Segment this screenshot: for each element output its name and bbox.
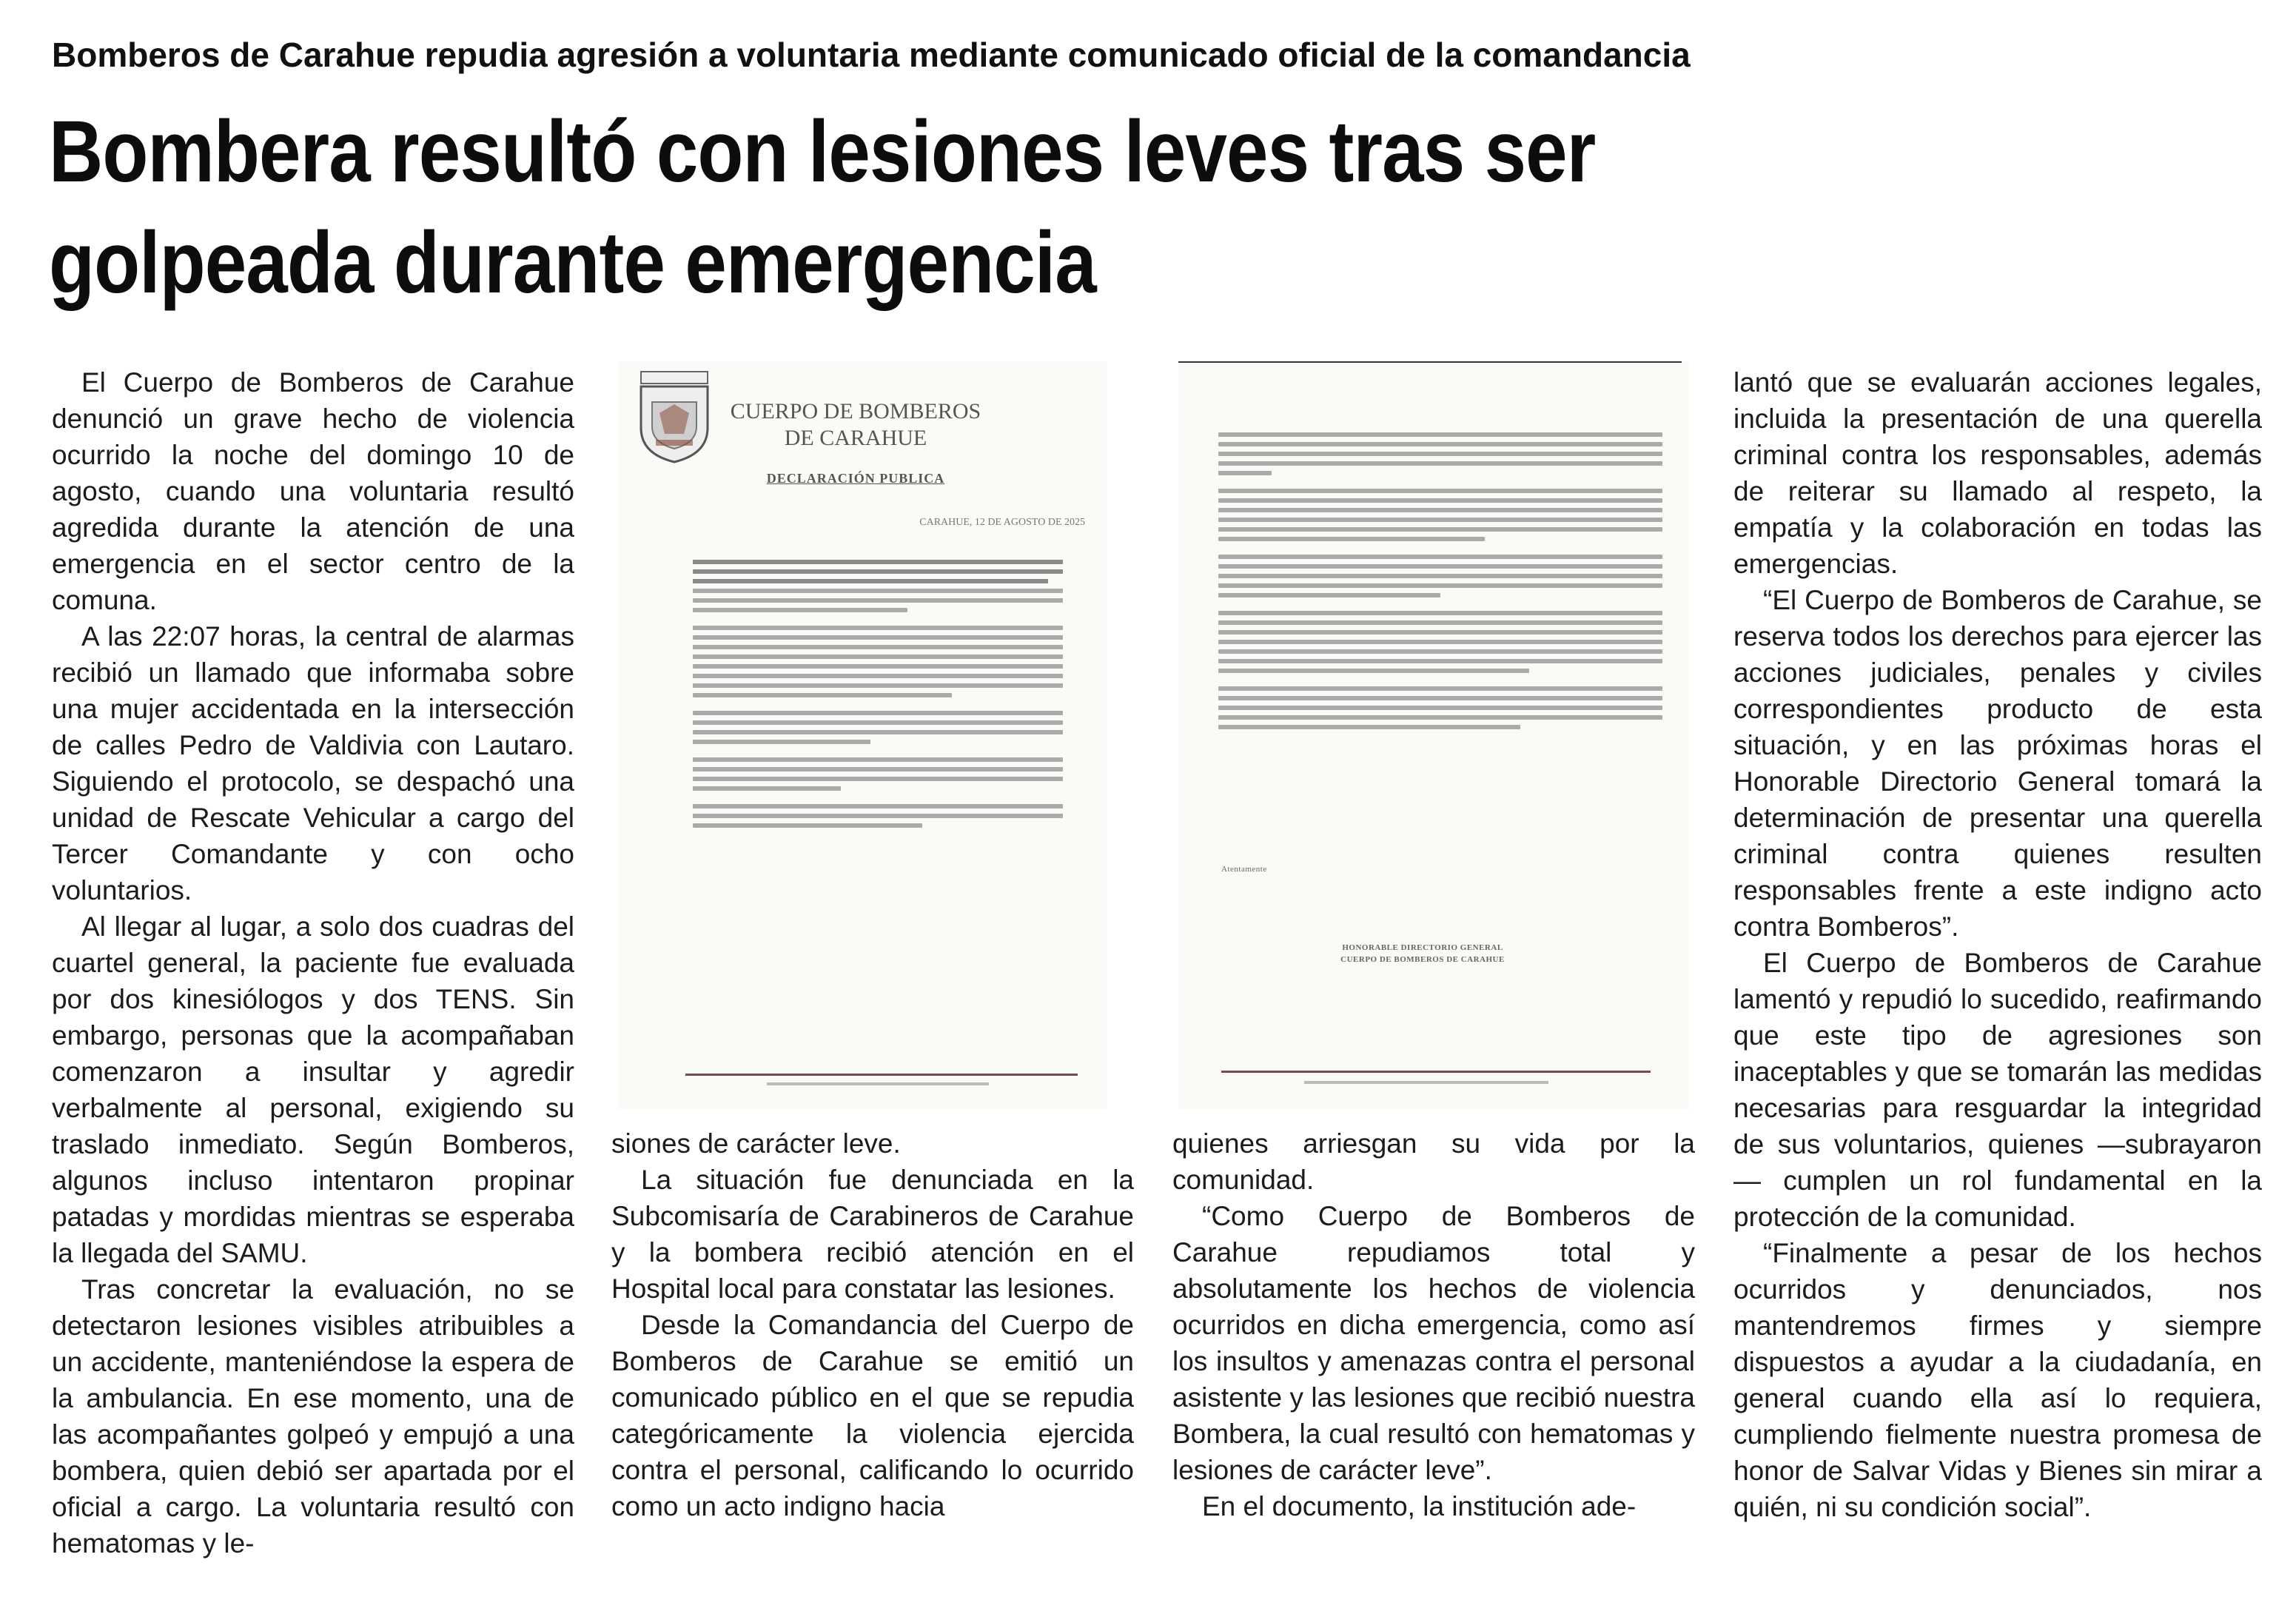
signature-line-2: CUERPO DE BOMBEROS DE CARAHUE bbox=[1340, 955, 1505, 964]
document-footer-rule bbox=[1221, 1071, 1651, 1073]
document-date: CARAHUE, 12 DE AGOSTO DE 2025 bbox=[919, 517, 1085, 528]
paragraph: siones de carácter leve. bbox=[611, 1128, 901, 1159]
paragraph: “Como Cuerpo de Bomberos de Carahue repudiamos total y absolutamente los hechos de violencia ocurridos en dicha emergencia, como así los insultos y amenazas contra el personal asistente y las lesiones que recibió nuestra Bombera, la cual resultó con hematomas y lesiones de carácter leve”. bbox=[1172, 1201, 1695, 1485]
article-kicker: Bomberos de Carahue repudia agresión a voluntaria mediante comunicado oficial de la comandancia bbox=[52, 36, 1691, 74]
paragraph: Tras concretar la evaluación, no se detectaron lesiones visibles atribuibles a un accidente, manteniéndose la espera de la ambulancia. En ese momento, una de las acompañantes golpeó y empujó a una bombera, quien debió ser apartada por el oficial a cargo. La voluntaria resultó con hematomas y le- bbox=[52, 1274, 574, 1559]
paragraph: En el documento, la institución ade- bbox=[1202, 1491, 1637, 1521]
paragraph: quienes arriesgan su vida por la comunidad. bbox=[1172, 1128, 1695, 1195]
article-column-4 bbox=[1733, 364, 2262, 1525]
paragraph: El Cuerpo de Bomberos de Carahue lamentó y repudió lo sucedido, reafirmando que este tipo de agresiones son inaceptables y que se tomarán las medidas necesarias para resguardar la integridad de sus voluntarios, quienes —subrayaron— cumplen un rol fundamental en la protección de la comunidad. bbox=[1733, 948, 2262, 1232]
paragraph: A las 22:07 horas, la central de alarmas recibió un llamado que informaba sobre una mujer accidentada en la intersección de calles Pedro de Valdivia con Lautaro. Siguiendo el protocolo, se despachó una unidad de Rescate Vehicular a cargo del Tercer Comandante y con ocho voluntarios. bbox=[52, 621, 574, 905]
headline-line-2: golpeada durante emergencia bbox=[49, 214, 1096, 312]
document-closing: Atentamente bbox=[1221, 865, 1267, 874]
article-column-3 bbox=[1172, 1125, 1695, 1524]
article-column-1 bbox=[52, 364, 574, 1561]
document-footer-rule bbox=[685, 1074, 1078, 1076]
org-line-2: DE CARAHUE bbox=[784, 426, 927, 450]
paragraph: El Cuerpo de Bomberos de Carahue denunció un grave hecho de violencia ocurrido la noche del domingo 10 de agosto, cuando una voluntaria resultó agredida durante la atención de una emergencia en el sector centro de la comuna. bbox=[52, 367, 574, 615]
paragraph: “El Cuerpo de Bomberos de Carahue, se reserva todos los derechos para ejercer las acciones judiciales, penales y civiles correspondientes producto de esta situación, y en las próximas horas el Honorable Directorio General tomará la determinación de presentar una querella criminal contra quienes resulten responsables frente a este indigno acto contra Bomberos”. bbox=[1733, 585, 2262, 942]
paragraph: Desde la Comandancia del Cuerpo de Bomberos de Carahue se emitió un comunicado público en el que se repudia categóricamente la violencia ejercida contra el personal, calificando lo ocurrido como un acto indigno hacia bbox=[611, 1310, 1134, 1521]
document-body-text bbox=[1218, 432, 1662, 743]
bomberos-shield-logo-icon bbox=[634, 369, 715, 465]
document-footer-text bbox=[767, 1082, 989, 1085]
document-footer-text bbox=[1304, 1081, 1548, 1084]
document-title: DECLARACIÓN PUBLICA bbox=[766, 471, 945, 486]
press-release-page-2-image bbox=[1178, 361, 1689, 1109]
paragraph: “Finalmente a pesar de los hechos ocurridos y denunciados, nos mantendremos firmes y siempre dispuestos a ayudar a la ciudadanía, en general cuando ella así lo requiera, cumpliendo fielmente nuestra promesa de honor de Salvar Vidas y Bienes sin mirar a quién, ni su condición social”. bbox=[1733, 1238, 2262, 1522]
paragraph: Al llegar al lugar, a solo dos cuadras del cuartel general, la paciente fue evaluada por dos kinesiólogos y dos TENS. Sin embargo, personas que la acompañaban comenzaron a insultar y agredir verbalmente al personal, exigiendo su traslado inmediato. Según Bomberos, algunos incluso intentaron propinar patadas y mordidas mientras se esperaba la llegada del SAMU. bbox=[52, 911, 574, 1268]
headline-line-1: Bombera resultó con lesiones leves tras ser bbox=[49, 103, 1596, 201]
org-line-1: CUERPO DE BOMBEROS bbox=[730, 399, 981, 423]
signature-line-1: HONORABLE DIRECTORIO GENERAL bbox=[1342, 943, 1503, 952]
document-org-name bbox=[730, 398, 981, 452]
document-body-text bbox=[693, 560, 1063, 841]
document-signature bbox=[1252, 942, 1593, 965]
article-column-2 bbox=[611, 1125, 1134, 1524]
paragraph: La situación fue denunciada en la Subcomisaría de Carabineros de Carahue y la bombera recibió atención en el Hospital local para constatar las lesiones. bbox=[611, 1165, 1134, 1304]
paragraph: lantó que se evaluarán acciones legales, incluida la presentación de una querella criminal contra los responsables, además de reiterar su llamado al respeto, la empatía y la colaboración en todas las emergencias. bbox=[1733, 367, 2262, 579]
press-release-page-1-image bbox=[619, 361, 1107, 1109]
article-headline bbox=[49, 96, 1933, 318]
document-top-rule bbox=[1178, 361, 1682, 363]
